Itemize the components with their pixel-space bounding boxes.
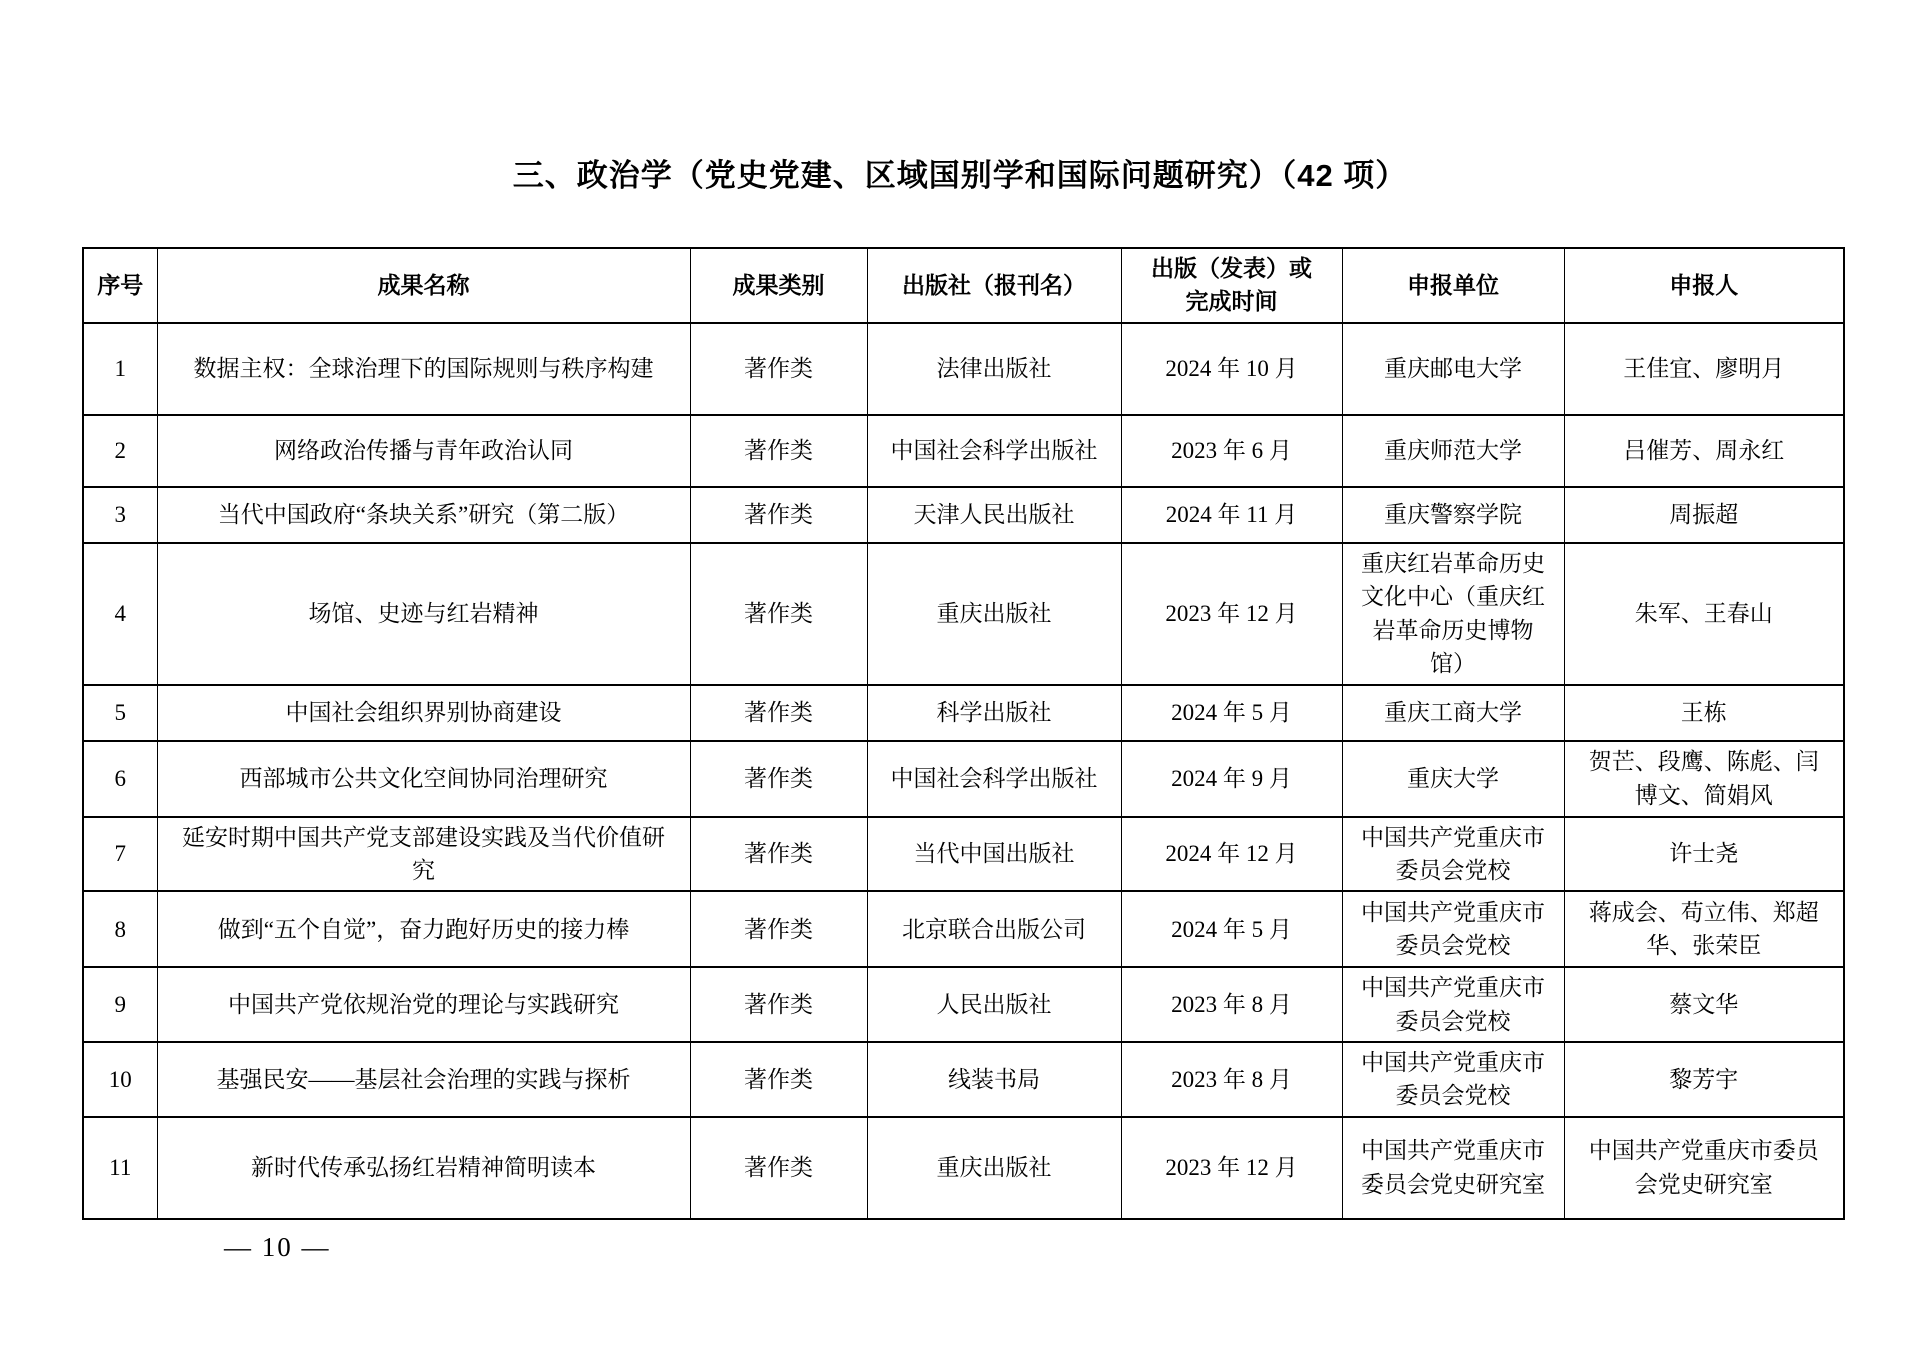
table-cell-publisher: 天津人民出版社: [867, 487, 1121, 543]
table-cell-seq: 11: [83, 1117, 157, 1219]
table-cell-unit: 中国共产党重庆市委员会党校: [1342, 817, 1564, 892]
table-cell-applicant: 周振超: [1564, 487, 1844, 543]
table-cell-publisher: 中国社会科学出版社: [867, 741, 1121, 817]
table-cell-seq: 1: [83, 323, 157, 415]
table-cell-applicant: 贺芒、段鹰、陈彪、闫博文、简娟风: [1564, 741, 1844, 817]
table-cell-publisher: 当代中国出版社: [867, 817, 1121, 892]
table-cell-category: 著作类: [690, 967, 867, 1042]
table-cell-category: 著作类: [690, 1042, 867, 1117]
table-cell-applicant: 黎芳宇: [1564, 1042, 1844, 1117]
table-cell-unit: 中国共产党重庆市委员会党史研究室: [1342, 1117, 1564, 1219]
table-row: [83, 685, 1844, 741]
table-cell-name: 中国社会组织界别协商建设: [157, 685, 690, 741]
section-title: 三、政治学（党史党建、区域国别学和国际问题研究）（42 项）: [512, 158, 1408, 193]
table-cell-date: 2024 年 12 月: [1121, 817, 1342, 892]
table-cell-seq: 5: [83, 685, 157, 741]
table-row: [83, 967, 1844, 1042]
table-cell-name: 场馆、史迹与红岩精神: [157, 543, 690, 685]
table-cell-publisher: 重庆出版社: [867, 1117, 1121, 1219]
table-cell-applicant: 吕催芳、周永红: [1564, 415, 1844, 487]
table-cell-publisher: 北京联合出版公司: [867, 891, 1121, 967]
column-header: 申报人: [1564, 248, 1844, 323]
table-cell-date: 2023 年 12 月: [1121, 1117, 1342, 1219]
table-cell-name: 网络政治传播与青年政治认同: [157, 415, 690, 487]
table-header-row: [83, 248, 1844, 323]
table-row: [83, 741, 1844, 817]
table-cell-seq: 9: [83, 967, 157, 1042]
table-cell-publisher: 重庆出版社: [867, 543, 1121, 685]
table-cell-name: 做到“五个自觉”，奋力跑好历史的接力棒: [157, 891, 690, 967]
table-row: [83, 543, 1844, 685]
table-cell-name: 中国共产党依规治党的理论与实践研究: [157, 967, 690, 1042]
table-cell-unit: 中国共产党重庆市委员会党校: [1342, 967, 1564, 1042]
table-cell-name: 数据主权：全球治理下的国际规则与秩序构建: [157, 323, 690, 415]
table-row: [83, 891, 1844, 967]
table-cell-applicant: 中国共产党重庆市委员会党史研究室: [1564, 1117, 1844, 1219]
table-cell-publisher: 线装书局: [867, 1042, 1121, 1117]
table-cell-name: 当代中国政府“条块关系”研究（第二版）: [157, 487, 690, 543]
column-header: 成果类别: [690, 248, 867, 323]
page-number: — 10 —: [224, 1232, 331, 1262]
table-cell-category: 著作类: [690, 487, 867, 543]
table-cell-category: 著作类: [690, 817, 867, 892]
table-cell-name: 基强民安——基层社会治理的实践与探析: [157, 1042, 690, 1117]
table-cell-publisher: 中国社会科学出版社: [867, 415, 1121, 487]
table-cell-publisher: 科学出版社: [867, 685, 1121, 741]
table-cell-unit: 重庆大学: [1342, 741, 1564, 817]
table-cell-applicant: 王佳宜、廖明月: [1564, 323, 1844, 415]
table-cell-applicant: 许士尧: [1564, 817, 1844, 892]
table-cell-seq: 8: [83, 891, 157, 967]
table-cell-name: 延安时期中国共产党支部建设实践及当代价值研究: [157, 817, 690, 892]
table-cell-seq: 10: [83, 1042, 157, 1117]
table-cell-date: 2024 年 5 月: [1121, 891, 1342, 967]
column-header: 出版（发表）或 完成时间: [1121, 248, 1342, 323]
table-cell-category: 著作类: [690, 685, 867, 741]
table-cell-category: 著作类: [690, 415, 867, 487]
table-row: [83, 415, 1844, 487]
table-cell-unit: 重庆红岩革命历史文化中心（重庆红岩革命历史博物馆）: [1342, 543, 1564, 685]
table-cell-date: 2024 年 9 月: [1121, 741, 1342, 817]
table-cell-category: 著作类: [690, 741, 867, 817]
table-cell-seq: 7: [83, 817, 157, 892]
table-cell-unit: 中国共产党重庆市委员会党校: [1342, 891, 1564, 967]
table-cell-seq: 4: [83, 543, 157, 685]
table-cell-seq: 2: [83, 415, 157, 487]
table-cell-category: 著作类: [690, 323, 867, 415]
column-header: 出版社（报刊名）: [867, 248, 1121, 323]
column-header: 成果名称: [157, 248, 690, 323]
table-cell-name: 新时代传承弘扬红岩精神简明读本: [157, 1117, 690, 1219]
table-row: [83, 487, 1844, 543]
table-cell-seq: 3: [83, 487, 157, 543]
table-body: [83, 323, 1844, 1219]
table-cell-date: 2023 年 12 月: [1121, 543, 1342, 685]
table-cell-date: 2023 年 8 月: [1121, 1042, 1342, 1117]
table-cell-date: 2024 年 11 月: [1121, 487, 1342, 543]
table-cell-category: 著作类: [690, 1117, 867, 1219]
table-cell-date: 2024 年 5 月: [1121, 685, 1342, 741]
table-cell-seq: 6: [83, 741, 157, 817]
table-cell-unit: 重庆工商大学: [1342, 685, 1564, 741]
table-cell-publisher: 法律出版社: [867, 323, 1121, 415]
table-cell-category: 著作类: [690, 891, 867, 967]
table-cell-applicant: 王栋: [1564, 685, 1844, 741]
table-cell-applicant: 朱军、王春山: [1564, 543, 1844, 685]
table-cell-name: 西部城市公共文化空间协同治理研究: [157, 741, 690, 817]
table-cell-unit: 重庆师范大学: [1342, 415, 1564, 487]
table-cell-date: 2023 年 6 月: [1121, 415, 1342, 487]
table-cell-applicant: 蔡文华: [1564, 967, 1844, 1042]
table-cell-publisher: 人民出版社: [867, 967, 1121, 1042]
table-cell-applicant: 蒋成会、苟立伟、郑超华、张荣臣: [1564, 891, 1844, 967]
results-table: [82, 247, 1845, 1220]
column-header: 申报单位: [1342, 248, 1564, 323]
table-cell-unit: 中国共产党重庆市委员会党校: [1342, 1042, 1564, 1117]
table-cell-unit: 重庆警察学院: [1342, 487, 1564, 543]
table-row: [83, 1117, 1844, 1219]
table-cell-unit: 重庆邮电大学: [1342, 323, 1564, 415]
table-cell-date: 2023 年 8 月: [1121, 967, 1342, 1042]
table-cell-date: 2024 年 10 月: [1121, 323, 1342, 415]
column-header: 序号: [83, 248, 157, 323]
table-row: [83, 323, 1844, 415]
table-cell-category: 著作类: [690, 543, 867, 685]
table-row: [83, 1042, 1844, 1117]
table-row: [83, 817, 1844, 892]
